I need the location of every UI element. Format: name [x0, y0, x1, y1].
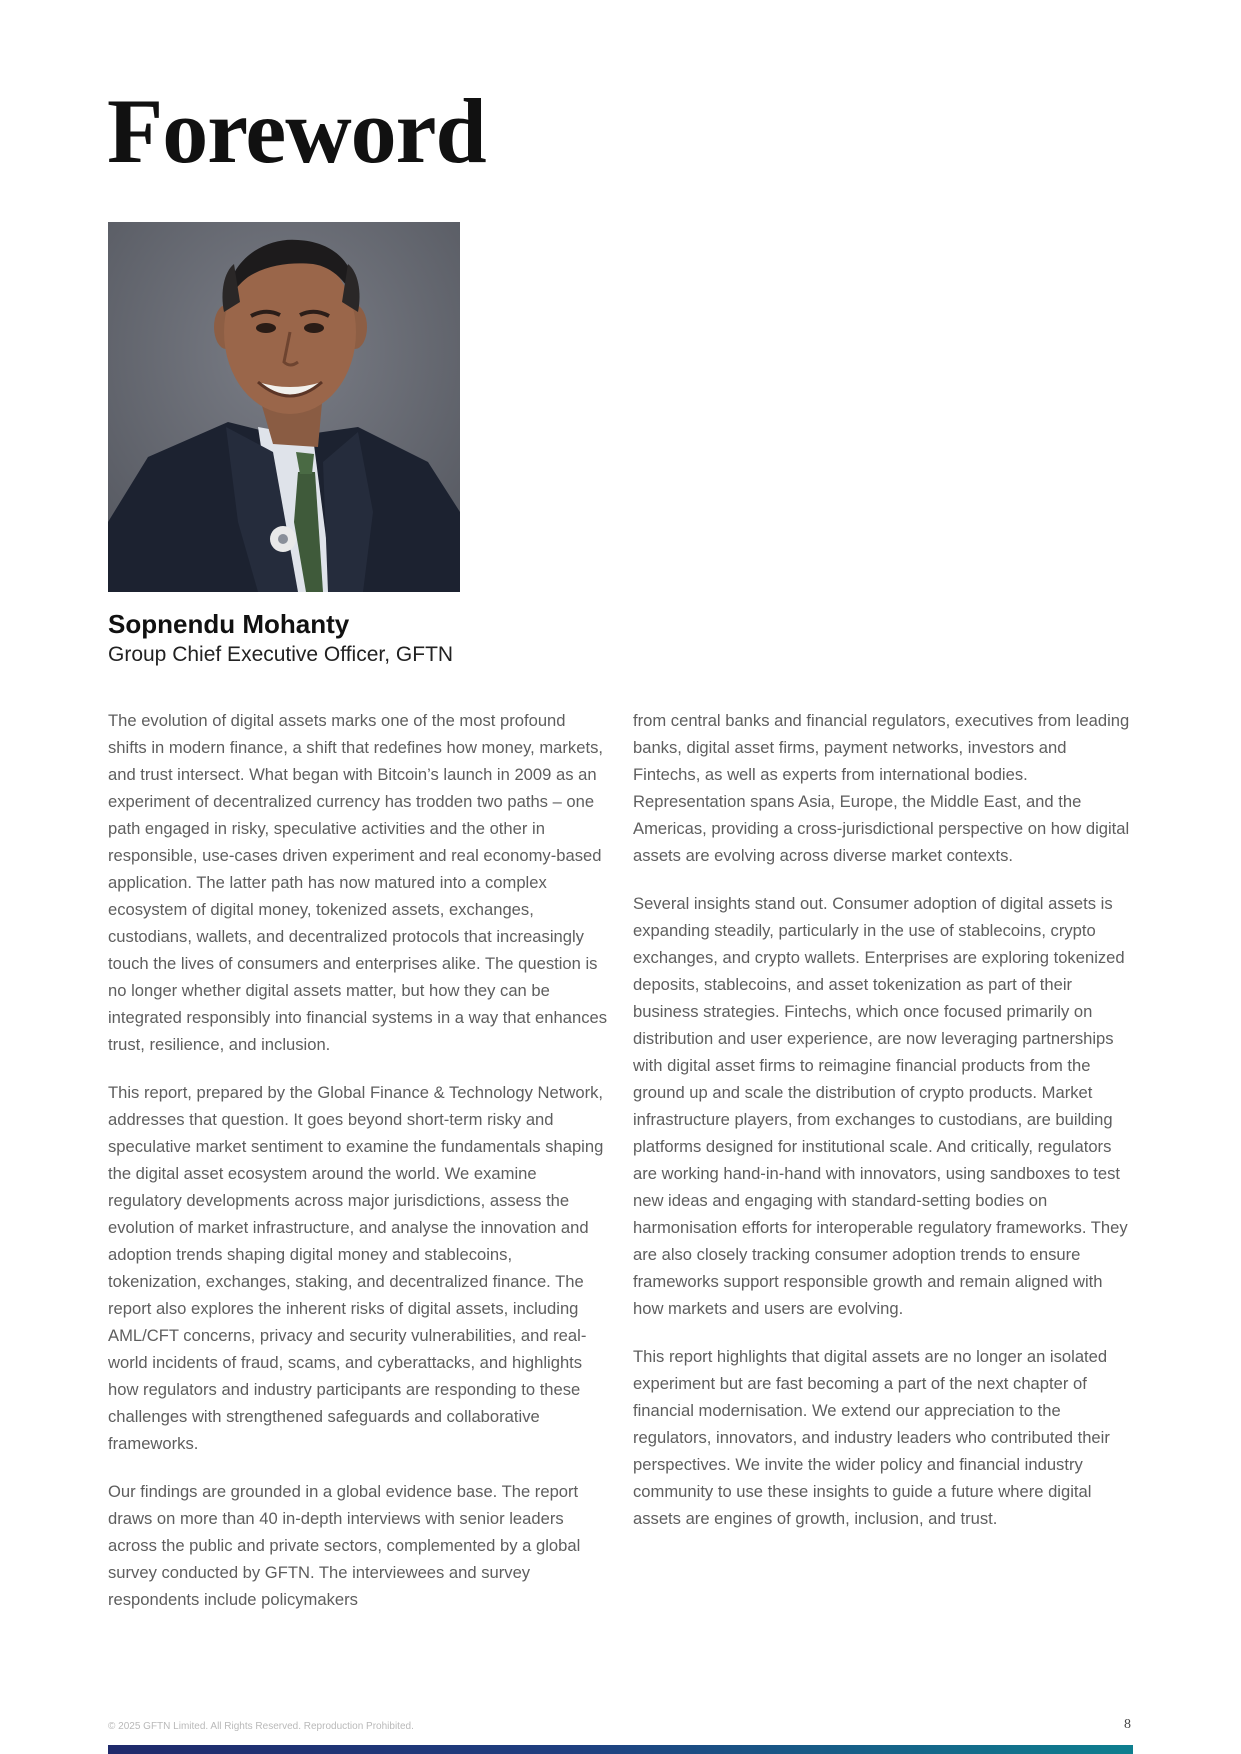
paragraph: This report highlights that digital assets are no longer an isolated experiment but are fast becoming a part of the next chapter of financial modernisation. We extend our appreciation to the regulators, innovators, and industry leaders who contributed their perspectives. We invite the wider policy and financial industry community to use these insights to guide a future where digital assets are engines of growth, inclusion, and trust.	[633, 1347, 1110, 1528]
footer-accent-bar	[108, 1745, 1133, 1754]
author-portrait	[108, 222, 460, 592]
author-name: Sopnendu Mohanty	[108, 609, 350, 639]
author-role: Group Chief Executive Officer, GFTN	[108, 643, 454, 666]
paragraph: Our findings are grounded in a global evidence base. The report draws on more than 40 in-depth interviews with senior leaders across the public and private sectors, complemented by a global survey conducted by GFTN. The interviewees and survey respondents include policymakers	[108, 1482, 581, 1609]
paragraph: The evolution of digital assets marks one of the most profound shifts in modern finance, a shift that redefines how money, markets, and trust intersect. What began with Bitcoin’s launch in 2009 as an experiment of decentralized currency has trodden two paths – one path engaged in risky, speculative activities and the other in responsible, use-cases driven experiment and real economy-based application. The latter path has now matured into a complex ecosystem of digital money, tokenized assets, exchanges, custodians, wallets, and decentralized protocols that increasingly touch the lives of consumers and enterprises alike. The question is no longer whether digital assets matter, but how they can be integrated responsibly into financial systems in a way that enhances trust, resilience, and inclusion.	[108, 711, 608, 1054]
paragraph: This report, prepared by the Global Finance & Technology Network, addresses that question. It goes beyond short-term risky and speculative market sentiment to examine the fundamentals shaping the digital asset ecosystem around the world. We examine regulatory developments across major jurisdictions, assess the evolution of market infrastructure, and analyse the innovation and adoption trends shaping digital money and stablecoins, tokenization, exchanges, staking, and decentralized finance. The report also explores the inherent risks of digital assets, including AML/CFT concerns, privacy and security vulnerabilities, and real-world incidents of fraud, scams, and cyberattacks, and highlights how regulators and industry participants are responding to these challenges with strengthened safeguards and collaborative frameworks.	[108, 1083, 604, 1453]
paragraph: Several insights stand out. Consumer adoption of digital assets is expanding steadily, particularly in the use of stablecoins, crypto exchanges, and crypto wallets. Enterprises are exploring tokenized deposits, stablecoins, and asset tokenization as part of their business strategies. Fintechs, which once focused primarily on distribution and user experience, are now leveraging partnerships with digital asset firms to reimagine financial products from the ground up and scale the distribution of crypto products. Market infrastructure players, from exchanges to custodians, are building platforms designed for institutional scale. And critically, regulators are working hand-in-hand with innovators, using sandboxes to test new ideas and engaging with standard-setting bodies on harmonisation efforts for interoperable regulatory frameworks. They are also closely tracking consumer adoption trends to ensure frameworks support responsible growth and remain aligned with how markets and users are evolving.	[633, 894, 1128, 1318]
footer-copyright: © 2025 GFTN Limited. All Rights Reserved. Reproduction Prohibited.	[108, 1721, 414, 1732]
portrait-illustration	[108, 222, 460, 592]
page-title: Foreword	[107, 80, 486, 182]
left-text-column	[108, 707, 608, 1634]
paragraph: from central banks and financial regulators, executives from leading banks, digital asset firms, payment networks, investors and Fintechs, as well as experts from international bodies. Representation spans Asia, Europe, the Middle East, and the Americas, providing a cross-jurisdictional perspective on how digital assets are evolving across diverse market contexts.	[633, 711, 1130, 865]
page-number: 8	[1124, 1717, 1131, 1732]
right-text-column	[633, 707, 1133, 1553]
